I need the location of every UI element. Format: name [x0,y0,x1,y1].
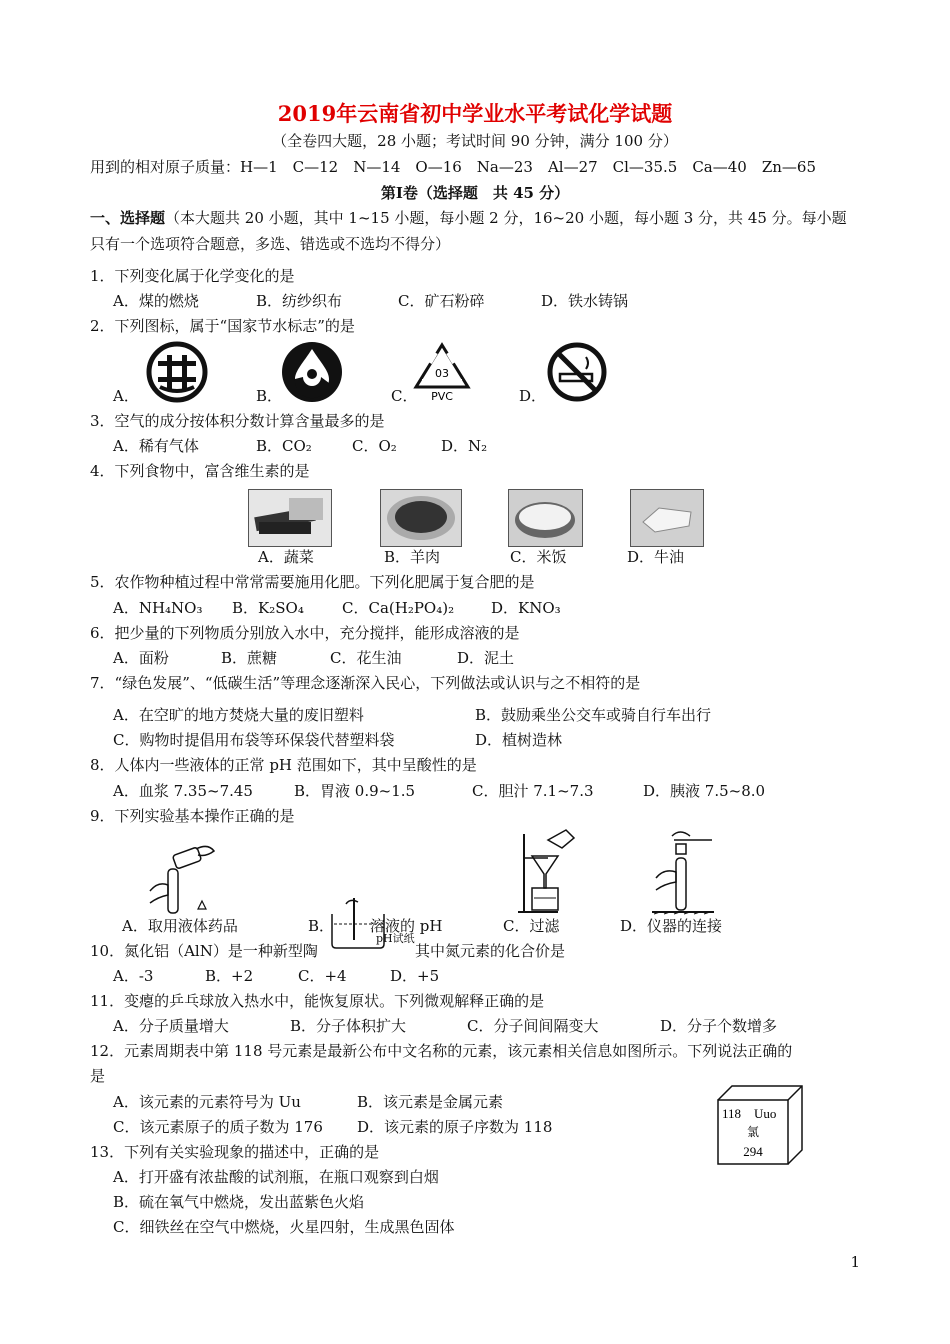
q11-option-a: A．分子质量增大 [113,1017,229,1035]
q10-option-d: D．+5 [390,967,440,985]
element-mass: 294 [743,1144,763,1159]
q3-option-c: C．O₂ [352,437,397,455]
q11-option-b: B．分子体积扩大 [290,1017,407,1035]
butter-photo [630,489,704,547]
q7-option-c: C．购物时提倡用布袋等环保袋代替塑料袋 [113,731,395,749]
q4-stem: 4．下列食物中，富含维生素的是 [90,462,310,480]
water-saving-logo-icon [281,341,343,403]
part1-desc: （本大题共 20 小题，其中 1~15 小题，每小题 2 分，16~20 小题，每小题 3 分，共 45 分。每小题 [165,209,847,227]
q13-option-b: B．硫在氧气中燃烧，发出蓝紫色火焰 [113,1193,365,1211]
q2-option-b: B． [256,387,283,405]
q3-option-b: B．CO₂ [256,437,312,455]
q5-option-b: B．K₂SO₄ [232,599,304,617]
q10-option-c: C．+4 [298,967,347,985]
q11-option-c: C．分子间间隔变大 [467,1017,599,1035]
ph-paper-label: pH试纸 [376,932,415,945]
q4-option-b: B．羊肉 [384,548,441,566]
q8-option-c: C．胆汁 7.1~7.3 [472,782,594,800]
q8-option-d: D．胰液 7.5~8.0 [643,782,766,800]
q6-option-b: B．蔗糖 [221,649,278,667]
pvc-label: PVC [431,390,453,403]
q3-option-a: A．稀有气体 [113,437,199,455]
q12-stem-1: 12．元素周期表中第 118 号元素是最新公布中文名称的元素，该元素相关信息如图所示。下列说法正确的 [90,1042,793,1060]
q13-stem: 13．下列有关实验现象的描述中，正确的是 [90,1143,380,1161]
section-title: 第Ⅰ卷（选择题 共 45 分） [380,184,570,202]
q10-option-b: B．+2 [205,967,254,985]
q7-option-a: A．在空旷的地方焚烧大量的废旧塑料 [113,706,364,724]
q9-option-b: B． [308,917,335,935]
page-number: 1 [850,1253,860,1271]
q13-option-a: A．打开盛有浓盐酸的试剂瓶，在瓶口观察到白烟 [113,1168,439,1186]
vegetable-photo [248,489,332,547]
element-name: 氯 [746,1125,760,1139]
q4-option-d: D．牛油 [627,548,685,566]
filtration-diagram [518,828,578,916]
q7-option-b: B．鼓励乘坐公交车或骑自行车出行 [475,706,712,724]
q12-option-d: D．该元素的原子序数为 118 [357,1118,553,1136]
q9-option-d: D．仪器的连接 [620,917,723,935]
q6-option-d: D．泥土 [457,649,515,667]
element-cell-diagram [716,1084,804,1166]
q6-option-c: C．花生油 [330,649,402,667]
q8-option-b: B．胃液 0.9~1.5 [294,782,416,800]
q7-option-d: D．植树造林 [475,731,563,749]
instrument-connection-diagram [652,828,716,916]
part1-instructions [90,208,847,228]
q9-option-a: A．取用液体药品 [122,917,238,935]
q1-option-b: B．纺纱织布 [256,292,343,310]
q5-option-d: D．KNO₃ [491,599,561,617]
q2-stem: 2．下列图标，属于“国家节水标志”的是 [90,317,355,335]
q1-option-c: C．矿石粉碎 [398,292,485,310]
rice-photo [508,489,583,547]
q3-option-d: D．N₂ [441,437,488,455]
q8-option-a: A．血浆 7.35~7.45 [113,782,253,800]
q12-stem-2: 是 [90,1067,106,1085]
q2-option-c: C． [391,387,418,405]
part1-heading: 一、选择题 [90,209,166,227]
q6-option-a: A．面粉 [113,649,169,667]
element-symbol: Uuo [754,1106,777,1121]
page-title: 2019年云南省初中学业水平考试化学试题 [277,101,673,126]
pour-liquid-diagram [146,833,226,915]
no-smoking-icon [546,341,608,403]
logo-a-icon [146,341,208,403]
q9-option-b-text: 溶液的 pH [370,917,443,935]
q12-option-a: A．该元素的元素符号为 Uu [113,1093,301,1111]
q5-option-a: A．NH₄NO₃ [113,599,203,617]
q10-stem-2: 其中氮元素的化合价是 [415,942,566,960]
q6-stem: 6．把少量的下列物质分别放入水中，充分搅拌，能形成溶液的是 [90,624,520,642]
q8-stem: 8．人体内一些液体的正常 pH 范围如下，其中呈酸性的是 [90,756,477,774]
q9-option-c: C．过滤 [503,917,560,935]
q7-stem: 7．“绿色发展”、“低碳生活”等理念逐渐深入民心，下列做法或认识与之不相符的是 [90,674,641,692]
q2-option-d: D． [519,387,547,405]
mutton-photo [380,489,462,547]
q10-stem: 10．氮化铝（AlN）是一种新型陶 [90,942,318,960]
atomic-mass-line: 用到的相对原子质量：H—1 C—12 N—14 O—16 Na—23 Al—27 Cl—35.5 Ca—40 Zn—65 [90,158,817,176]
q13-option-c: C．细铁丝在空气中燃烧，火星四射，生成黑色固体 [113,1218,455,1236]
q12-option-c: C．该元素原子的质子数为 176 [113,1118,323,1136]
q10-option-a: A．-3 [113,967,154,985]
q1-option-d: D．铁水铸锅 [541,292,629,310]
q5-stem: 5．农作物种植过程中常常需要施用化肥。下列化肥属于复合肥的是 [90,573,535,591]
q11-stem: 11．变瘪的乒乓球放入热水中，能恢复原状。下列微观解释正确的是 [90,992,545,1010]
q12-option-b: B．该元素是金属元素 [357,1093,504,1111]
q1-option-a: A．煤的燃烧 [113,292,199,310]
q1-stem: 1．下列变化属于化学变化的是 [90,267,295,285]
q5-option-c: C．Ca(H₂PO₄)₂ [342,599,455,617]
exam-subtitle: （全卷四大题，28 小题；考试时间 90 分钟，满分 100 分） [272,132,678,150]
recycle-pvc-icon [412,341,472,403]
element-number: 118 [722,1106,742,1121]
q2-option-a: A． [113,387,139,405]
q9-stem: 9．下列实验基本操作正确的是 [90,807,295,825]
q4-option-c: C．米饭 [510,548,567,566]
q11-option-d: D．分子个数增多 [660,1017,778,1035]
recycle-number: 03 [435,367,449,380]
q4-option-a: A．蔬菜 [258,548,314,566]
part1-desc-2: 只有一个选项符合题意，多选、错选或不选均不得分） [90,235,451,253]
q3-stem: 3．空气的成分按体积分数计算含量最多的是 [90,412,385,430]
